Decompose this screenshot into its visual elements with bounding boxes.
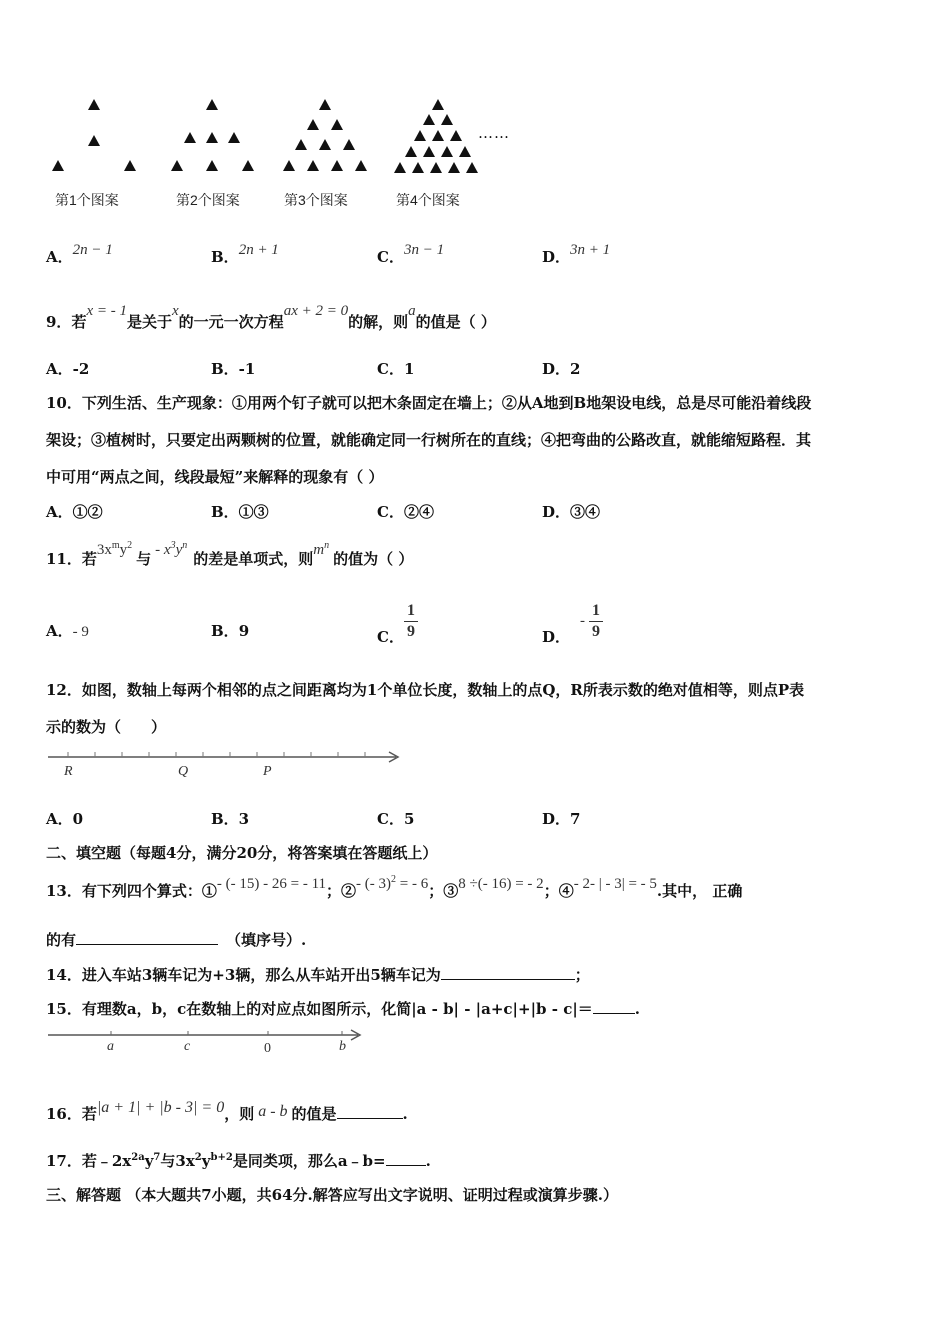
pattern-ellipsis: …… [478,124,510,142]
q9-number: 9． [46,313,72,331]
q12-option-a[interactable]: A．0 [46,810,84,828]
q8-option-d[interactable] [542,242,611,267]
pattern-2 [171,99,254,171]
q16-text: ，则 [224,1105,255,1123]
q9-text: 的一元一次方程 [178,313,284,331]
q11-expr-sup: m [111,540,120,551]
q17-sup: b+2 [210,1152,233,1163]
q13-sep: ；② [326,882,357,900]
q9-math: ax + 2 = 0 [283,303,349,319]
q17-text: 17．若﹣2x [46,1152,132,1170]
q11-expr-sup: n [324,540,330,551]
axis-label-b: b [339,1039,346,1054]
axis-label-p: P [263,764,272,779]
q14-text: ； [574,966,590,984]
question-15 [46,998,640,1019]
q11-expr-part: 3x [96,542,112,558]
q10-line-3: 中可用“两点之间，线段最短”来解释的现象有（ ） [46,468,384,486]
q9-math: x [172,303,179,319]
answer-blank[interactable] [593,1013,635,1014]
q10-option-c[interactable]: C．②④ [377,503,434,521]
pattern-label-4: 第4个图案 [396,192,460,208]
q13-number: 13．有下列四个算式：① [46,882,217,900]
question-16 [46,1099,408,1124]
q13-expr-sup: 2 [391,874,397,885]
answer-blank[interactable] [441,979,575,980]
q9-math: x = - 1 [86,303,127,319]
q9-text: 的值是（ ） [415,313,496,331]
pattern-label-3: 第3个图案 [284,192,348,208]
option-expr: - 9 [72,624,89,640]
q9-option-a[interactable]: A．-2 [46,360,90,378]
fraction-sign: - [580,613,586,629]
option-expr: 2n − 1 [72,242,113,258]
q11-expr-sup: 2 [127,540,133,551]
q9-text: 的解，则 [348,313,409,331]
q9-math: a [408,303,416,319]
answer-blank[interactable] [76,944,218,945]
option-letter: B． [211,248,239,266]
q12-option-d[interactable]: D．7 [542,810,581,828]
q17-sup: 2a [131,1152,145,1163]
pattern-label-2: 第2个图案 [176,192,240,208]
q10-option-d[interactable]: D．③④ [542,503,601,521]
q13-sep: ；③ [428,882,459,900]
section-2-heading: 二、填空题（每题4分，满分20分，将答案填在答题纸上） [46,844,438,862]
q17-text: 与3x [160,1152,195,1170]
q12-option-c[interactable]: C．5 [377,810,415,828]
q10-option-b[interactable]: B．①③ [211,503,269,521]
pattern-label-1: 第1个图案 [55,192,119,208]
option-expr: 2n + 1 [238,242,279,258]
q12-option-b[interactable]: B．3 [211,810,250,828]
q11-text: 的值为（ ） [333,550,414,568]
q11-text: 与 [136,550,152,568]
q8-option-b[interactable] [211,242,279,267]
answer-blank[interactable] [386,1165,426,1166]
q11-option-a[interactable] [46,620,89,641]
q17-text: y [201,1152,211,1170]
q10-option-a[interactable]: A．①② [46,503,103,521]
q13-expr-2 [356,876,428,892]
q12-line-2: 示的数为（ ） [46,718,167,736]
q13-expr-part: = - 6 [396,876,429,892]
option-letter: D． [542,628,571,646]
q9-text: 若 [71,313,87,331]
q17-sup: 2 [194,1152,202,1163]
q11-expr-part: y [119,542,128,558]
option-letter: A． [46,622,73,640]
q17-sup: 7 [153,1152,161,1163]
pattern-4 [394,99,478,173]
section-3-heading: 三、解答题 （本大题共7小题，共64分.解答应写出文字说明、证明过程或演算步骤.） [46,1186,618,1204]
fraction-numerator: 1 [592,602,601,619]
option-letter: C． [377,248,404,266]
option-letter: B． [211,622,239,640]
q8-option-c[interactable] [377,242,445,267]
q11-expr-sup: n [182,540,188,551]
q13-sep: ；④ [543,882,574,900]
triangle-pattern-figure [40,90,540,175]
fraction-denominator: 9 [592,623,601,640]
question-13 [46,874,743,901]
q11-expr-3 [313,542,329,558]
q13-expr-3: 8 ÷(- 16) = - 2 [458,876,544,892]
q9-option-c[interactable]: C．1 [377,360,415,378]
q11-option-d[interactable] [542,596,603,647]
q9-option-b[interactable]: B．-1 [211,360,256,378]
q10-line-1: 10．下列生活、生产现象：①用两个钉子就可以把木条固定在墙上；②从A地到B地架设电线，总是尽可能沿着线段 [46,394,812,412]
question-14 [46,964,590,985]
q13-expr-1: - (- 15) - 26 = - 11 [216,876,327,892]
q13-expr-4: - 2- | - 3| = - 5 [573,876,657,892]
axis-label-q: Q [178,764,189,779]
option-letter: C． [377,628,404,646]
q11-number: 11．若 [46,550,97,568]
q13-text: .其中， 正确 [656,882,743,900]
fraction [404,603,418,640]
q10-line-2: 架设；③植树时，只要定出两颗树的位置，就能确定同一行树所在的直线；④把弯曲的公路改直，就能缩短路程．其 [46,431,812,449]
axis-label-c: c [184,1039,191,1054]
q11-expr-part: m [313,542,325,558]
q12-line-1: 12．如图，数轴上每两个相邻的点之间距离均为1个单位长度，数轴上的点Q，R所表示数的绝对值相等，则点P表 [46,681,805,699]
question-11 [46,540,414,569]
pattern-3 [283,99,367,171]
q15-text: . [634,1000,641,1018]
q15-number-line [46,1025,376,1057]
q9-option-d[interactable]: D．2 [542,360,581,378]
pattern-1 [52,99,136,171]
fraction-denominator: 9 [406,623,415,640]
q11-text: 的差是单项式，则 [193,550,314,568]
q16-number: 16．若 [46,1105,97,1123]
option-expr: 3n + 1 [570,242,611,258]
option-expr: 9 [238,622,250,640]
question-9 [46,303,496,332]
q16-text: . [402,1105,408,1123]
q11-option-c[interactable] [377,596,418,647]
q17-text: y [144,1152,154,1170]
q17-text: 是同类项，那么a﹣b= [232,1152,386,1170]
q8-option-a[interactable] [46,242,113,267]
fraction [589,603,603,640]
q9-text: 是关于 [126,313,172,331]
q11-expr-part: - x [155,542,171,558]
axis-label-0: 0 [264,1041,271,1056]
answer-blank[interactable] [337,1118,403,1119]
q14-text: 14．进入车站3辆车记为+3辆，那么从车站开出5辆车记为 [46,966,441,984]
q11-option-b[interactable] [211,620,249,641]
question-17 [46,1150,431,1171]
q13-expr-part: - (- 3) [356,876,392,892]
q12-number-line [46,742,406,782]
q15-text: 15．有理数a，b，c在数轴上的对应点如图所示，化简|a - b| - |a+c|+|b - c|＝ [46,1000,593,1018]
option-letter: A． [46,248,73,266]
fraction-numerator: 1 [406,602,415,619]
fraction-bar [404,621,418,622]
option-expr: 3n − 1 [403,242,445,258]
q11-expr-1 [97,542,132,558]
fraction-bar [589,621,603,622]
q13-text: 的有 [46,931,77,949]
q17-text: . [425,1152,431,1170]
axis-label-r: R [64,764,73,779]
axis-label-a: a [107,1039,114,1054]
q16-expr: |a + 1| + |b - 3| = 0 [96,1099,225,1116]
q13-text: （填序号）. [226,931,307,949]
q16-expr: a - b [258,1103,288,1120]
q11-expr-part: y [175,542,183,558]
q16-text: 的值是 [291,1105,337,1123]
q13-line-2 [46,929,306,950]
option-letter: D． [542,248,571,266]
q11-expr-2 [155,542,187,558]
q11-expr-sup: 3 [170,540,176,551]
